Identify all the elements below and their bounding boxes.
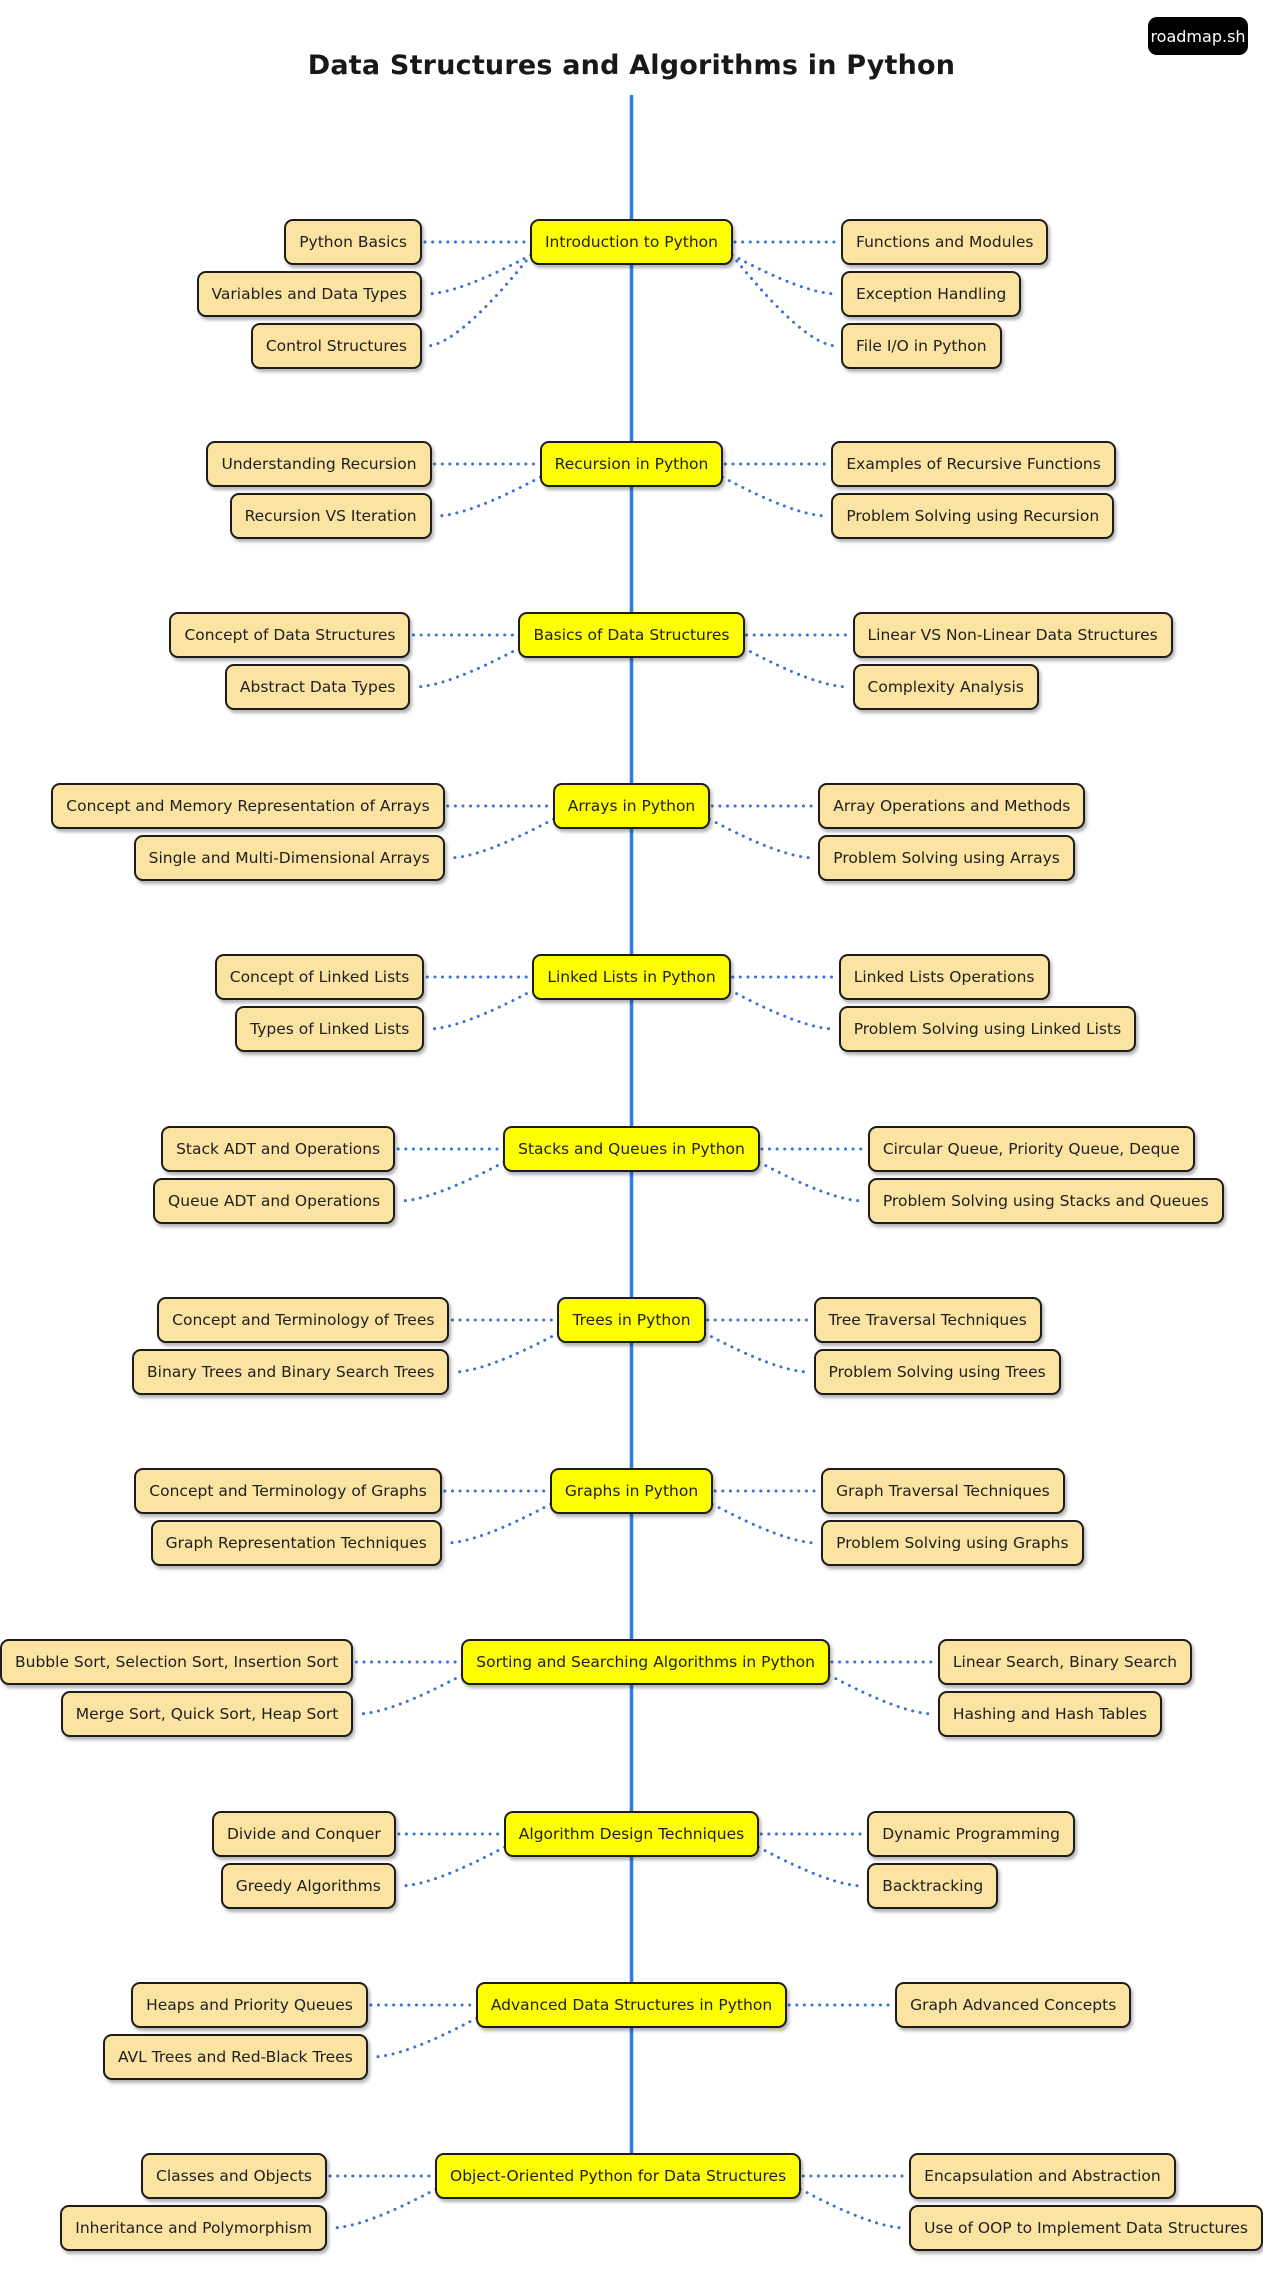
topic-advanced-data-structures-in-python[interactable]: Advanced Data Structures in Python	[476, 1982, 787, 2028]
section-introduction-to-python	[0, 219, 1263, 369]
subtopic-merge-sort-quick-sort-heap-sort[interactable]: Merge Sort, Quick Sort, Heap Sort	[61, 1691, 354, 1737]
subtopic-backtracking[interactable]: Backtracking	[867, 1863, 998, 1909]
section-sorting-and-searching-algorithms-in-python	[0, 1639, 1263, 1737]
subtopic-functions-and-modules[interactable]: Functions and Modules	[841, 219, 1048, 265]
subtopic-problem-solving-using-stacks-and-queues[interactable]: Problem Solving using Stacks and Queues	[868, 1178, 1224, 1224]
subtopic-concept-and-terminology-of-trees[interactable]: Concept and Terminology of Trees	[157, 1297, 449, 1343]
subtopic-problem-solving-using-arrays[interactable]: Problem Solving using Arrays	[818, 835, 1075, 881]
subtopic-graph-advanced-concepts[interactable]: Graph Advanced Concepts	[895, 1982, 1131, 2028]
left-subtopics-column	[0, 1468, 442, 1566]
section-graphs-in-python	[0, 1468, 1263, 1566]
subtopic-greedy-algorithms[interactable]: Greedy Algorithms	[221, 1863, 396, 1909]
right-subtopics-column	[867, 1811, 1263, 1909]
section-algorithm-design-techniques	[0, 1811, 1263, 1909]
right-subtopics-column	[839, 954, 1263, 1052]
topic-stacks-and-queues-in-python[interactable]: Stacks and Queues in Python	[503, 1126, 760, 1172]
section-recursion-in-python	[0, 441, 1263, 539]
subtopic-concept-of-data-structures[interactable]: Concept of Data Structures	[169, 612, 410, 658]
topic-recursion-in-python[interactable]: Recursion in Python	[540, 441, 724, 487]
left-subtopics-column	[0, 1126, 395, 1224]
right-subtopics-column	[895, 1982, 1263, 2028]
right-subtopics-column	[938, 1639, 1263, 1737]
left-subtopics-column	[0, 1639, 353, 1737]
subtopic-graph-traversal-techniques[interactable]: Graph Traversal Techniques	[821, 1468, 1065, 1514]
topic-sorting-and-searching-algorithms-in-python[interactable]: Sorting and Searching Algorithms in Python	[461, 1639, 830, 1685]
subtopic-concept-and-terminology-of-graphs[interactable]: Concept and Terminology of Graphs	[134, 1468, 442, 1514]
subtopic-understanding-recursion[interactable]: Understanding Recursion	[206, 441, 431, 487]
subtopic-classes-and-objects[interactable]: Classes and Objects	[141, 2153, 327, 2199]
right-subtopics-column	[818, 783, 1263, 881]
subtopic-complexity-analysis[interactable]: Complexity Analysis	[853, 664, 1039, 710]
section-stacks-and-queues-in-python	[0, 1126, 1263, 1224]
topic-introduction-to-python[interactable]: Introduction to Python	[530, 219, 733, 265]
subtopic-linked-lists-operations[interactable]: Linked Lists Operations	[839, 954, 1050, 1000]
left-subtopics-column	[0, 954, 424, 1052]
right-subtopics-column	[831, 441, 1263, 539]
right-subtopics-column	[853, 612, 1263, 710]
subtopic-variables-and-data-types[interactable]: Variables and Data Types	[197, 271, 422, 317]
left-subtopics-column	[0, 1297, 449, 1395]
topic-linked-lists-in-python[interactable]: Linked Lists in Python	[532, 954, 730, 1000]
section-arrays-in-python	[0, 783, 1263, 881]
subtopic-use-of-oop-to-implement-data-structures[interactable]: Use of OOP to Implement Data Structures	[909, 2205, 1263, 2251]
section-linked-lists-in-python	[0, 954, 1263, 1052]
topic-trees-in-python[interactable]: Trees in Python	[557, 1297, 705, 1343]
subtopic-binary-trees-and-binary-search-trees[interactable]: Binary Trees and Binary Search Trees	[132, 1349, 449, 1395]
subtopic-examples-of-recursive-functions[interactable]: Examples of Recursive Functions	[831, 441, 1115, 487]
subtopic-queue-adt-and-operations[interactable]: Queue ADT and Operations	[153, 1178, 395, 1224]
subtopic-encapsulation-and-abstraction[interactable]: Encapsulation and Abstraction	[909, 2153, 1176, 2199]
subtopic-avl-trees-and-red-black-trees[interactable]: AVL Trees and Red-Black Trees	[103, 2034, 368, 2080]
subtopic-linear-vs-non-linear-data-structures[interactable]: Linear VS Non-Linear Data Structures	[853, 612, 1173, 658]
subtopic-linear-search-binary-search[interactable]: Linear Search, Binary Search	[938, 1639, 1192, 1685]
page-title: Data Structures and Algorithms in Python	[307, 50, 956, 81]
subtopic-hashing-and-hash-tables[interactable]: Hashing and Hash Tables	[938, 1691, 1162, 1737]
subtopic-python-basics[interactable]: Python Basics	[284, 219, 422, 265]
subtopic-problem-solving-using-linked-lists[interactable]: Problem Solving using Linked Lists	[839, 1006, 1136, 1052]
subtopic-divide-and-conquer[interactable]: Divide and Conquer	[212, 1811, 396, 1857]
left-subtopics-column	[0, 2153, 327, 2251]
left-subtopics-column	[0, 1982, 368, 2080]
subtopic-stack-adt-and-operations[interactable]: Stack ADT and Operations	[161, 1126, 395, 1172]
subtopic-single-and-multi-dimensional-arrays[interactable]: Single and Multi-Dimensional Arrays	[134, 835, 445, 881]
right-subtopics-column	[821, 1468, 1263, 1566]
subtopic-file-i-o-in-python[interactable]: File I/O in Python	[841, 323, 1002, 369]
subtopic-concept-and-memory-representation-of-arrays[interactable]: Concept and Memory Representation of Arrays	[51, 783, 444, 829]
topic-basics-of-data-structures[interactable]: Basics of Data Structures	[518, 612, 744, 658]
left-subtopics-column	[0, 783, 445, 881]
subtopic-concept-of-linked-lists[interactable]: Concept of Linked Lists	[215, 954, 425, 1000]
subtopic-problem-solving-using-recursion[interactable]: Problem Solving using Recursion	[831, 493, 1114, 539]
right-subtopics-column	[814, 1297, 1263, 1395]
section-trees-in-python	[0, 1297, 1263, 1395]
subtopic-graph-representation-techniques[interactable]: Graph Representation Techniques	[151, 1520, 442, 1566]
subtopic-control-structures[interactable]: Control Structures	[251, 323, 422, 369]
subtopic-problem-solving-using-graphs[interactable]: Problem Solving using Graphs	[821, 1520, 1083, 1566]
subtopic-abstract-data-types[interactable]: Abstract Data Types	[225, 664, 411, 710]
subtopic-heaps-and-priority-queues[interactable]: Heaps and Priority Queues	[131, 1982, 368, 2028]
subtopic-array-operations-and-methods[interactable]: Array Operations and Methods	[818, 783, 1085, 829]
right-subtopics-column	[868, 1126, 1263, 1224]
roadmap-sh-badge: roadmap.sh	[1148, 17, 1248, 55]
topic-algorithm-design-techniques[interactable]: Algorithm Design Techniques	[504, 1811, 759, 1857]
subtopic-bubble-sort-selection-sort-insertion-sort[interactable]: Bubble Sort, Selection Sort, Insertion Sort	[0, 1639, 353, 1685]
subtopic-recursion-vs-iteration[interactable]: Recursion VS Iteration	[230, 493, 432, 539]
section-object-oriented-python-for-data-structures	[0, 2153, 1263, 2251]
subtopic-types-of-linked-lists[interactable]: Types of Linked Lists	[235, 1006, 424, 1052]
right-subtopics-column	[841, 219, 1263, 369]
left-subtopics-column	[0, 219, 422, 369]
topic-object-oriented-python-for-data-structures[interactable]: Object-Oriented Python for Data Structures	[435, 2153, 801, 2199]
left-subtopics-column	[0, 441, 432, 539]
subtopic-circular-queue-priority-queue-deque[interactable]: Circular Queue, Priority Queue, Deque	[868, 1126, 1195, 1172]
topic-arrays-in-python[interactable]: Arrays in Python	[553, 783, 711, 829]
left-subtopics-column	[0, 1811, 396, 1909]
left-subtopics-column	[0, 612, 410, 710]
subtopic-tree-traversal-techniques[interactable]: Tree Traversal Techniques	[814, 1297, 1042, 1343]
topic-graphs-in-python[interactable]: Graphs in Python	[550, 1468, 713, 1514]
section-basics-of-data-structures	[0, 612, 1263, 710]
subtopic-problem-solving-using-trees[interactable]: Problem Solving using Trees	[814, 1349, 1061, 1395]
subtopic-inheritance-and-polymorphism[interactable]: Inheritance and Polymorphism	[60, 2205, 327, 2251]
section-advanced-data-structures-in-python	[0, 1982, 1263, 2080]
subtopic-dynamic-programming[interactable]: Dynamic Programming	[867, 1811, 1075, 1857]
right-subtopics-column	[909, 2153, 1263, 2251]
subtopic-exception-handling[interactable]: Exception Handling	[841, 271, 1021, 317]
